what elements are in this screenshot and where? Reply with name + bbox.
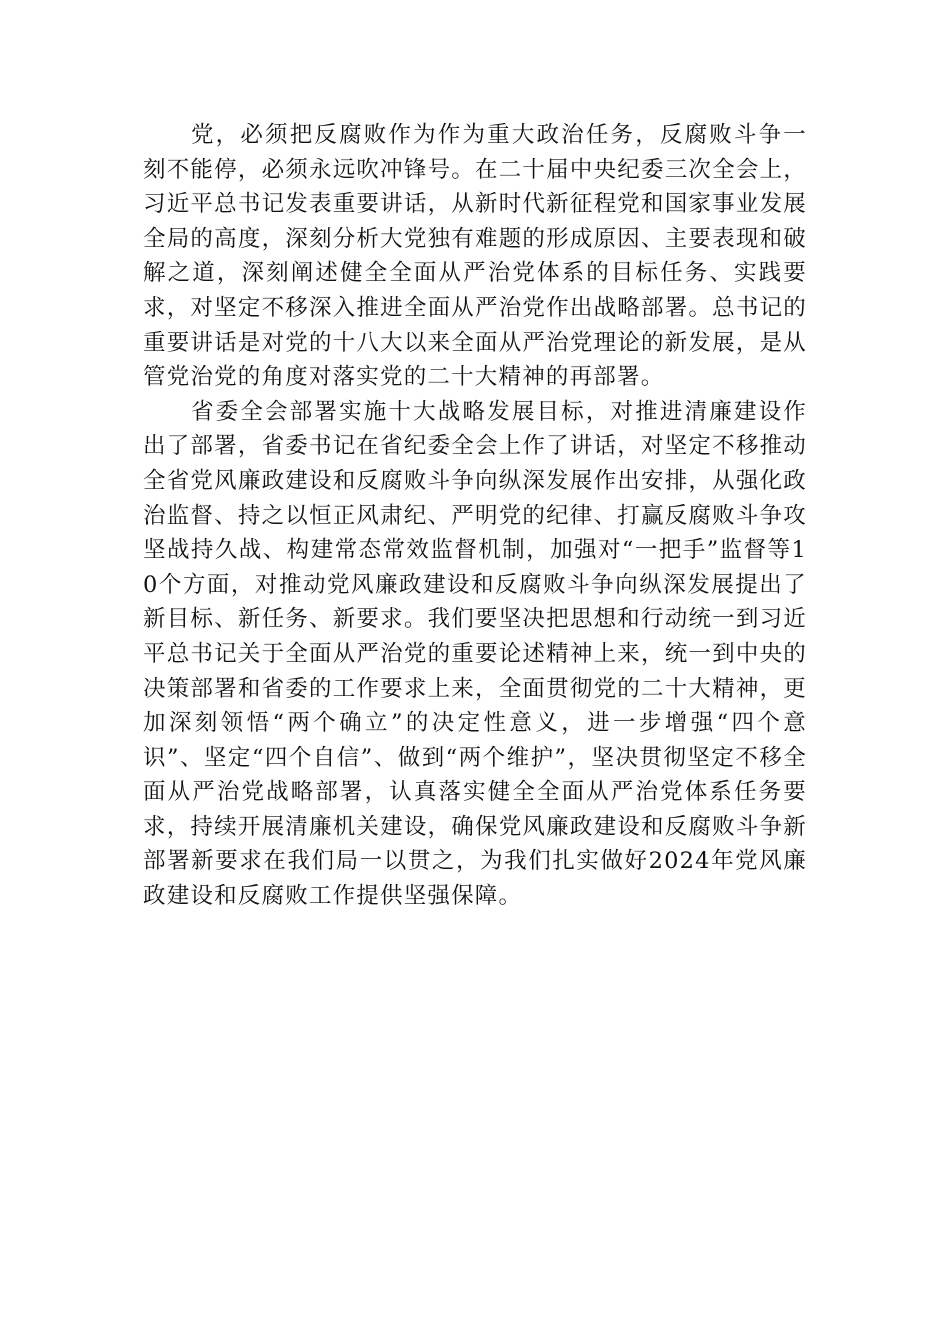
document-body bbox=[143, 118, 807, 914]
paragraph-2: 省委全会部署实施十大战略发展目标，对推进清廉建设作出了部署，省委书记在省纪委全会上作了讲话，对坚定不移推动全省党风廉政建设和反腐败斗争向纵深发展作出安排，从强化政治监督、持之以恒正风肃纪、严明党的纪律、打赢反腐败斗争攻坚战持久战、构建常态常效监督机制，加强对“一把手”监督等10个方面，对推动党风廉政建设和反腐败斗争向纵深发展提出了新目标、新任务、新要求。我们要坚决把思想和行动统一到习近平总书记关于全面从严治党的重要论述精神上来，统一到中央的决策部署和省委的工作要求上来，全面贯彻党的二十大精神，更加深刻领悟“两个确立”的决定性意义，进一步增强“四个意识”、坚定“四个自信”、做到“两个维护”，坚决贯彻坚定不移全面从严治党战略部署，认真落实健全全面从严治党体系任务要求，持续开展清廉机关建设，确保党风廉政建设和反腐败斗争新部署新要求在我们局一以贯之，为我们扎实做好2024年党风廉政建设和反腐败工作提供坚强保障。 bbox=[143, 398, 807, 910]
paragraph-1: 党，必须把反腐败作为作为重大政治任务，反腐败斗争一刻不能停，必须永远吹冲锋号。在二十届中央纪委三次全会上，习近平总书记发表重要讲话，从新时代新征程党和国家事业发展全局的高度，深刻分析大党独有难题的形成原因、主要表现和破解之道，深刻阐述健全全面从严治党体系的目标任务、实践要求，对坚定不移深入推进全面从严治党作出战略部署。总书记的重要讲话是对党的十八大以来全面从严治党理论的新发展，是从管党治党的角度对落实党的二十大精神的再部署。 bbox=[143, 122, 807, 391]
